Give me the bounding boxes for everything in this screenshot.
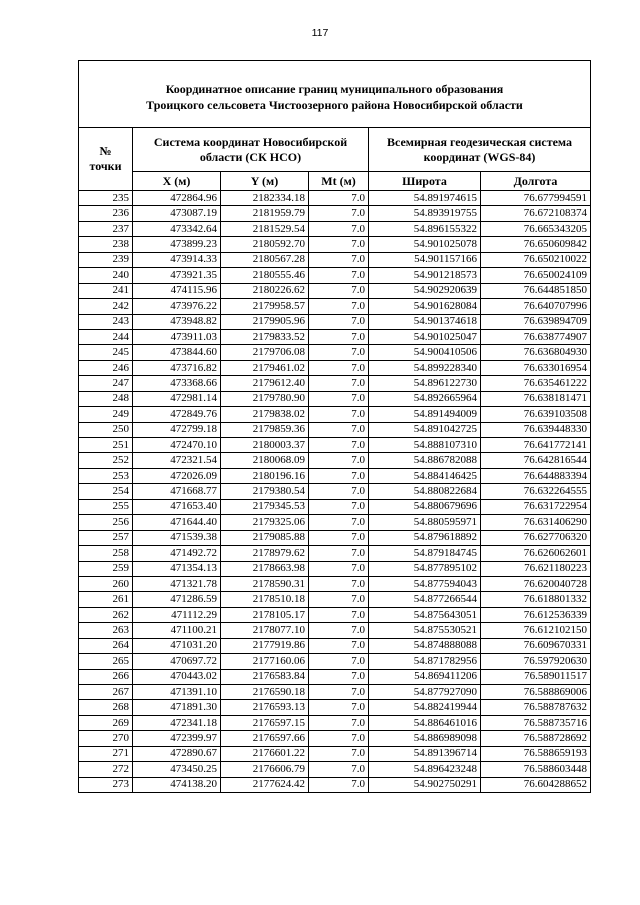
cell-mt-value: 7.0 (309, 484, 369, 499)
table-row (79, 391, 591, 406)
cell-y-coordinate: 2179325.06 (221, 515, 309, 530)
cell-point-number: 247 (79, 376, 133, 391)
cell-y-coordinate: 2180592.70 (221, 237, 309, 252)
cell-longitude: 76.588869006 (481, 685, 591, 700)
cell-mt-value: 7.0 (309, 746, 369, 761)
cell-latitude: 54.880822684 (369, 484, 481, 499)
cell-point-number: 252 (79, 453, 133, 468)
cell-longitude: 76.588728692 (481, 731, 591, 746)
cell-longitude: 76.612536339 (481, 607, 591, 622)
table-row (79, 191, 591, 206)
cell-y-coordinate: 2180196.16 (221, 468, 309, 483)
cell-longitude: 76.633016954 (481, 360, 591, 375)
cell-point-number: 270 (79, 731, 133, 746)
cell-point-number: 268 (79, 700, 133, 715)
cell-mt-value: 7.0 (309, 237, 369, 252)
cell-longitude: 76.588659193 (481, 746, 591, 761)
header-longitude: Долгота (481, 172, 591, 191)
table-row (79, 731, 591, 746)
title-line-1: Координатное описание границ муниципального образования (165, 82, 504, 96)
cell-latitude: 54.896155322 (369, 221, 481, 236)
cell-mt-value: 7.0 (309, 731, 369, 746)
cell-point-number: 257 (79, 530, 133, 545)
table-row (79, 376, 591, 391)
table-row (79, 607, 591, 622)
table-row (79, 314, 591, 329)
cell-longitude: 76.650609842 (481, 237, 591, 252)
cell-longitude: 76.620040728 (481, 576, 591, 591)
cell-latitude: 54.875643051 (369, 607, 481, 622)
table-row (79, 561, 591, 576)
table-row (79, 777, 591, 792)
cell-mt-value: 7.0 (309, 499, 369, 514)
cell-mt-value: 7.0 (309, 314, 369, 329)
cell-y-coordinate: 2176583.84 (221, 669, 309, 684)
cell-latitude: 54.901157166 (369, 252, 481, 267)
cell-longitude: 76.638181471 (481, 391, 591, 406)
cell-longitude: 76.644851850 (481, 283, 591, 298)
cell-longitude: 76.597920630 (481, 654, 591, 669)
cell-x-coordinate: 471644.40 (133, 515, 221, 530)
cell-y-coordinate: 2176601.22 (221, 746, 309, 761)
cell-y-coordinate: 2179085.88 (221, 530, 309, 545)
cell-latitude: 54.875530521 (369, 623, 481, 638)
cell-point-number: 271 (79, 746, 133, 761)
cell-x-coordinate: 471031.20 (133, 638, 221, 653)
cell-point-number: 241 (79, 283, 133, 298)
cell-longitude: 76.621180223 (481, 561, 591, 576)
table-row (79, 484, 591, 499)
table-row (79, 546, 591, 561)
cell-y-coordinate: 2180003.37 (221, 438, 309, 453)
table-row (79, 283, 591, 298)
cell-point-number: 255 (79, 499, 133, 514)
cell-mt-value: 7.0 (309, 715, 369, 730)
header-point-number-symbol: № (99, 144, 112, 158)
cell-x-coordinate: 471354.13 (133, 561, 221, 576)
cell-longitude: 76.588787632 (481, 700, 591, 715)
cell-longitude: 76.639448330 (481, 422, 591, 437)
cell-point-number: 250 (79, 422, 133, 437)
cell-mt-value: 7.0 (309, 376, 369, 391)
cell-latitude: 54.901025047 (369, 329, 481, 344)
cell-x-coordinate: 473921.35 (133, 268, 221, 283)
cell-x-coordinate: 471653.40 (133, 499, 221, 514)
cell-x-coordinate: 474138.20 (133, 777, 221, 792)
cell-y-coordinate: 2180068.09 (221, 453, 309, 468)
table-body (79, 191, 591, 793)
table-row (79, 669, 591, 684)
cell-mt-value: 7.0 (309, 546, 369, 561)
table-row (79, 499, 591, 514)
cell-latitude: 54.884146425 (369, 468, 481, 483)
cell-point-number: 237 (79, 221, 133, 236)
cell-longitude: 76.644883394 (481, 468, 591, 483)
cell-point-number: 238 (79, 237, 133, 252)
cell-point-number: 266 (79, 669, 133, 684)
cell-latitude: 54.901218573 (369, 268, 481, 283)
cell-point-number: 258 (79, 546, 133, 561)
cell-x-coordinate: 471112.29 (133, 607, 221, 622)
cell-mt-value: 7.0 (309, 685, 369, 700)
table-row (79, 252, 591, 267)
cell-x-coordinate: 471286.59 (133, 592, 221, 607)
table-row (79, 654, 591, 669)
cell-mt-value: 7.0 (309, 299, 369, 314)
cell-point-number: 235 (79, 191, 133, 206)
cell-longitude: 76.672108374 (481, 206, 591, 221)
cell-latitude: 54.886461016 (369, 715, 481, 730)
cell-latitude: 54.902750291 (369, 777, 481, 792)
cell-x-coordinate: 471321.78 (133, 576, 221, 591)
cell-point-number: 262 (79, 607, 133, 622)
cell-y-coordinate: 2179345.53 (221, 499, 309, 514)
cell-mt-value: 7.0 (309, 329, 369, 344)
cell-mt-value: 7.0 (309, 407, 369, 422)
cell-x-coordinate: 473087.19 (133, 206, 221, 221)
table-row (79, 268, 591, 283)
cell-latitude: 54.896423248 (369, 762, 481, 777)
table-row (79, 700, 591, 715)
table-row (79, 407, 591, 422)
cell-point-number: 253 (79, 468, 133, 483)
cell-x-coordinate: 472321.54 (133, 453, 221, 468)
cell-y-coordinate: 2178590.31 (221, 576, 309, 591)
cell-mt-value: 7.0 (309, 206, 369, 221)
cell-mt-value: 7.0 (309, 530, 369, 545)
cell-x-coordinate: 472399.97 (133, 731, 221, 746)
cell-point-number: 256 (79, 515, 133, 530)
cell-latitude: 54.896122730 (369, 376, 481, 391)
cell-point-number: 248 (79, 391, 133, 406)
cell-y-coordinate: 2178077.10 (221, 623, 309, 638)
header-latitude: Широта (369, 172, 481, 191)
cell-x-coordinate: 473716.82 (133, 360, 221, 375)
cell-x-coordinate: 473911.03 (133, 329, 221, 344)
cell-latitude: 54.893919755 (369, 206, 481, 221)
cell-x-coordinate: 470443.02 (133, 669, 221, 684)
cell-mt-value: 7.0 (309, 654, 369, 669)
cell-longitude: 76.631722954 (481, 499, 591, 514)
cell-x-coordinate: 471539.38 (133, 530, 221, 545)
cell-latitude: 54.902920639 (369, 283, 481, 298)
coordinates-table (78, 60, 591, 793)
cell-y-coordinate: 2181529.54 (221, 221, 309, 236)
cell-longitude: 76.631406290 (481, 515, 591, 530)
cell-x-coordinate: 470697.72 (133, 654, 221, 669)
cell-point-number: 244 (79, 329, 133, 344)
cell-latitude: 54.877594043 (369, 576, 481, 591)
cell-x-coordinate: 473844.60 (133, 345, 221, 360)
cell-longitude: 76.609670331 (481, 638, 591, 653)
table-row (79, 746, 591, 761)
cell-point-number: 263 (79, 623, 133, 638)
cell-y-coordinate: 2176606.79 (221, 762, 309, 777)
cell-latitude: 54.899228340 (369, 360, 481, 375)
page-number: 117 (311, 27, 329, 39)
cell-longitude: 76.639894709 (481, 314, 591, 329)
cell-mt-value: 7.0 (309, 345, 369, 360)
cell-y-coordinate: 2176593.13 (221, 700, 309, 715)
cell-y-coordinate: 2179833.52 (221, 329, 309, 344)
cell-x-coordinate: 471492.72 (133, 546, 221, 561)
cell-mt-value: 7.0 (309, 422, 369, 437)
cell-longitude: 76.632264555 (481, 484, 591, 499)
table-row (79, 438, 591, 453)
cell-longitude: 76.641772141 (481, 438, 591, 453)
cell-y-coordinate: 2180567.28 (221, 252, 309, 267)
title-line-2: Троицкого сельсовета Чистоозерного района Новосибирской области (146, 98, 523, 112)
cell-point-number: 267 (79, 685, 133, 700)
cell-y-coordinate: 2176590.18 (221, 685, 309, 700)
cell-mt-value: 7.0 (309, 391, 369, 406)
cell-latitude: 54.891974615 (369, 191, 481, 206)
cell-mt-value: 7.0 (309, 700, 369, 715)
cell-x-coordinate: 473342.64 (133, 221, 221, 236)
table-row (79, 360, 591, 375)
cell-latitude: 54.880595971 (369, 515, 481, 530)
cell-point-number: 243 (79, 314, 133, 329)
cell-latitude: 54.901025078 (369, 237, 481, 252)
table-row (79, 685, 591, 700)
cell-y-coordinate: 2181959.79 (221, 206, 309, 221)
cell-mt-value: 7.0 (309, 191, 369, 206)
cell-latitude: 54.891494009 (369, 407, 481, 422)
cell-point-number: 249 (79, 407, 133, 422)
cell-point-number: 260 (79, 576, 133, 591)
cell-x-coordinate: 471100.21 (133, 623, 221, 638)
cell-longitude: 76.639103508 (481, 407, 591, 422)
table-row (79, 453, 591, 468)
cell-point-number: 272 (79, 762, 133, 777)
header-wgs-system: Всемирная геодезическая система координат (WGS-84) (369, 128, 591, 172)
cell-longitude: 76.640707996 (481, 299, 591, 314)
cell-longitude: 76.636804930 (481, 345, 591, 360)
cell-mt-value: 7.0 (309, 515, 369, 530)
cell-latitude: 54.901628084 (369, 299, 481, 314)
cell-x-coordinate: 472470.10 (133, 438, 221, 453)
cell-longitude: 76.635461222 (481, 376, 591, 391)
table-row (79, 530, 591, 545)
cell-y-coordinate: 2178105.17 (221, 607, 309, 622)
cell-y-coordinate: 2178510.18 (221, 592, 309, 607)
cell-latitude: 54.901374618 (369, 314, 481, 329)
table-row (79, 592, 591, 607)
cell-mt-value: 7.0 (309, 268, 369, 283)
table-row (79, 221, 591, 236)
cell-mt-value: 7.0 (309, 607, 369, 622)
cell-longitude: 76.618801332 (481, 592, 591, 607)
cell-x-coordinate: 472864.96 (133, 191, 221, 206)
header-y: Y (м) (221, 172, 309, 191)
cell-mt-value: 7.0 (309, 283, 369, 298)
cell-point-number: 254 (79, 484, 133, 499)
cell-longitude: 76.665343205 (481, 221, 591, 236)
header-mt: Mt (м) (309, 172, 369, 191)
table-row (79, 329, 591, 344)
cell-latitude: 54.886989098 (369, 731, 481, 746)
cell-point-number: 242 (79, 299, 133, 314)
cell-latitude: 54.892665964 (369, 391, 481, 406)
cell-longitude: 76.588603448 (481, 762, 591, 777)
cell-x-coordinate: 472026.09 (133, 468, 221, 483)
cell-y-coordinate: 2179706.08 (221, 345, 309, 360)
cell-y-coordinate: 2178663.98 (221, 561, 309, 576)
cell-latitude: 54.891042725 (369, 422, 481, 437)
table-row (79, 576, 591, 591)
table-row (79, 237, 591, 252)
cell-mt-value: 7.0 (309, 638, 369, 653)
cell-longitude: 76.638774907 (481, 329, 591, 344)
cell-longitude: 76.588735716 (481, 715, 591, 730)
cell-mt-value: 7.0 (309, 777, 369, 792)
cell-point-number: 245 (79, 345, 133, 360)
cell-mt-value: 7.0 (309, 669, 369, 684)
cell-point-number: 239 (79, 252, 133, 267)
table-row (79, 299, 591, 314)
cell-x-coordinate: 473368.66 (133, 376, 221, 391)
cell-x-coordinate: 472890.67 (133, 746, 221, 761)
table-row (79, 345, 591, 360)
cell-latitude: 54.888107310 (369, 438, 481, 453)
cell-latitude: 54.879618892 (369, 530, 481, 545)
cell-point-number: 273 (79, 777, 133, 792)
cell-mt-value: 7.0 (309, 252, 369, 267)
cell-mt-value: 7.0 (309, 762, 369, 777)
cell-latitude: 54.871782956 (369, 654, 481, 669)
cell-mt-value: 7.0 (309, 592, 369, 607)
cell-y-coordinate: 2177919.86 (221, 638, 309, 653)
cell-longitude: 76.650210022 (481, 252, 591, 267)
table-row (79, 468, 591, 483)
cell-x-coordinate: 471891.30 (133, 700, 221, 715)
cell-y-coordinate: 2179958.57 (221, 299, 309, 314)
cell-latitude: 54.891396714 (369, 746, 481, 761)
table-row (79, 422, 591, 437)
cell-y-coordinate: 2179380.54 (221, 484, 309, 499)
cell-latitude: 54.877895102 (369, 561, 481, 576)
cell-x-coordinate: 473899.23 (133, 237, 221, 252)
cell-y-coordinate: 2177624.42 (221, 777, 309, 792)
cell-y-coordinate: 2179905.96 (221, 314, 309, 329)
cell-longitude: 76.677994591 (481, 191, 591, 206)
cell-x-coordinate: 472849.76 (133, 407, 221, 422)
cell-x-coordinate: 474115.96 (133, 283, 221, 298)
cell-x-coordinate: 472981.14 (133, 391, 221, 406)
cell-y-coordinate: 2179859.36 (221, 422, 309, 437)
cell-mt-value: 7.0 (309, 221, 369, 236)
cell-point-number: 236 (79, 206, 133, 221)
cell-y-coordinate: 2182334.18 (221, 191, 309, 206)
cell-x-coordinate: 472799.18 (133, 422, 221, 437)
cell-longitude: 76.612102150 (481, 623, 591, 638)
cell-x-coordinate: 473914.33 (133, 252, 221, 267)
cell-point-number: 269 (79, 715, 133, 730)
cell-point-number: 265 (79, 654, 133, 669)
cell-latitude: 54.877266544 (369, 592, 481, 607)
cell-y-coordinate: 2179780.90 (221, 391, 309, 406)
table-row (79, 762, 591, 777)
cell-x-coordinate: 472341.18 (133, 715, 221, 730)
cell-latitude: 54.882419944 (369, 700, 481, 715)
cell-longitude: 76.650024109 (481, 268, 591, 283)
cell-longitude: 76.642816544 (481, 453, 591, 468)
cell-point-number: 259 (79, 561, 133, 576)
cell-y-coordinate: 2179461.02 (221, 360, 309, 375)
cell-longitude: 76.626062601 (481, 546, 591, 561)
cell-mt-value: 7.0 (309, 360, 369, 375)
cell-latitude: 54.877927090 (369, 685, 481, 700)
cell-latitude: 54.900410506 (369, 345, 481, 360)
header-point-number-label: точки (89, 159, 122, 173)
cell-x-coordinate: 473450.25 (133, 762, 221, 777)
cell-point-number: 264 (79, 638, 133, 653)
cell-longitude: 76.604288652 (481, 777, 591, 792)
cell-latitude: 54.869411206 (369, 669, 481, 684)
header-x: X (м) (133, 172, 221, 191)
cell-x-coordinate: 471668.77 (133, 484, 221, 499)
cell-x-coordinate: 471391.10 (133, 685, 221, 700)
cell-latitude: 54.886782088 (369, 453, 481, 468)
cell-y-coordinate: 2180555.46 (221, 268, 309, 283)
document-title (79, 61, 591, 128)
cell-y-coordinate: 2176597.15 (221, 715, 309, 730)
cell-mt-value: 7.0 (309, 576, 369, 591)
cell-y-coordinate: 2179838.02 (221, 407, 309, 422)
header-local-system: Система координат Новосибирской области (СК НСО) (133, 128, 369, 172)
table-row (79, 515, 591, 530)
cell-point-number: 251 (79, 438, 133, 453)
cell-y-coordinate: 2177160.06 (221, 654, 309, 669)
cell-y-coordinate: 2180226.62 (221, 283, 309, 298)
cell-longitude: 76.589011517 (481, 669, 591, 684)
cell-y-coordinate: 2178979.62 (221, 546, 309, 561)
cell-point-number: 261 (79, 592, 133, 607)
cell-longitude: 76.627706320 (481, 530, 591, 545)
table-row (79, 623, 591, 638)
header-point-number (79, 128, 133, 191)
cell-y-coordinate: 2176597.66 (221, 731, 309, 746)
cell-latitude: 54.874888088 (369, 638, 481, 653)
cell-x-coordinate: 473948.82 (133, 314, 221, 329)
cell-mt-value: 7.0 (309, 453, 369, 468)
table-row (79, 715, 591, 730)
cell-mt-value: 7.0 (309, 561, 369, 576)
cell-latitude: 54.880679696 (369, 499, 481, 514)
cell-y-coordinate: 2179612.40 (221, 376, 309, 391)
cell-point-number: 240 (79, 268, 133, 283)
cell-mt-value: 7.0 (309, 623, 369, 638)
cell-x-coordinate: 473976.22 (133, 299, 221, 314)
cell-mt-value: 7.0 (309, 438, 369, 453)
table-row (79, 206, 591, 221)
cell-latitude: 54.879184745 (369, 546, 481, 561)
cell-mt-value: 7.0 (309, 468, 369, 483)
table-row (79, 638, 591, 653)
cell-point-number: 246 (79, 360, 133, 375)
